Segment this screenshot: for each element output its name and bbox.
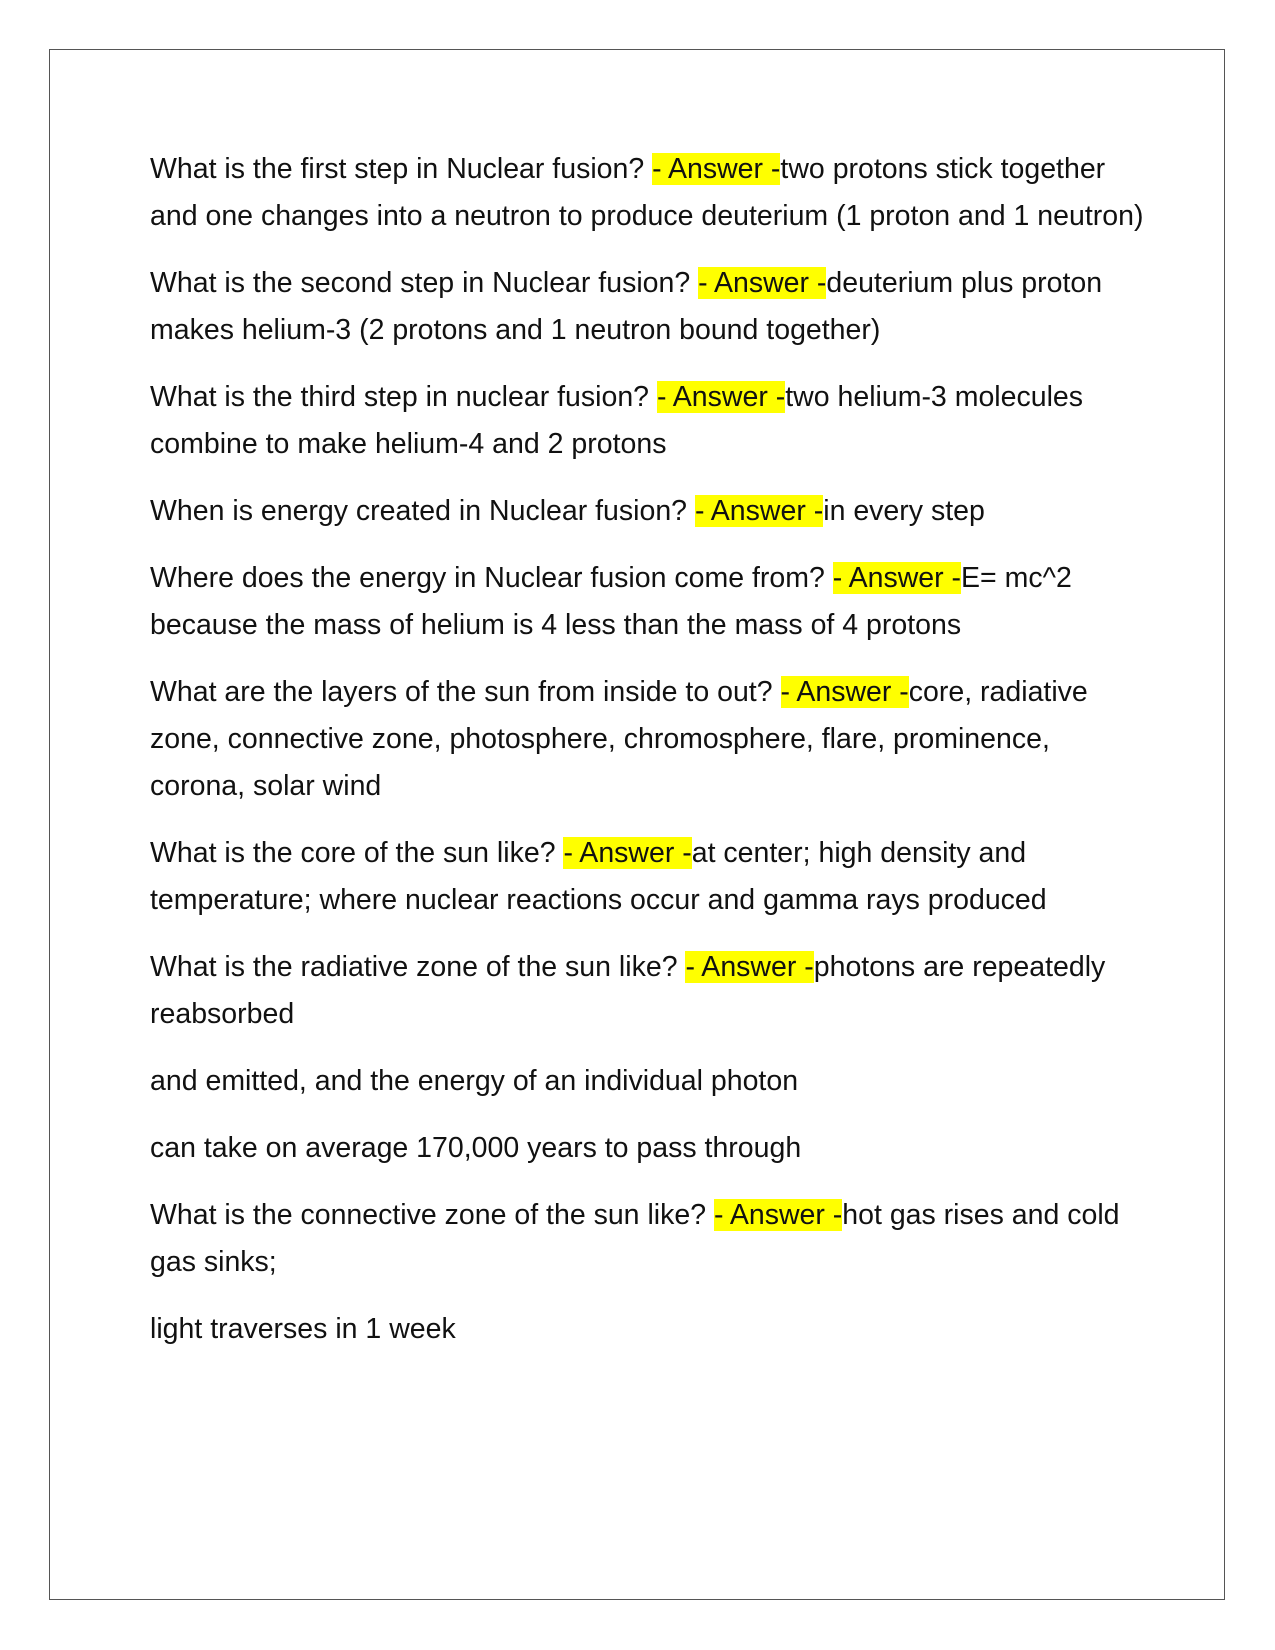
answer-text: E= mc^2 because the mass of helium is 4 less than the mass of 4 protons <box>150 562 1072 641</box>
answer-marker-highlight: - Answer - <box>656 381 786 413</box>
answer-text: at center; high density and temperature; where nuclear reactions occur and gamma rays produced <box>150 837 1047 916</box>
question-text: What is the first step in Nuclear fusion? <box>150 153 653 185</box>
answer-text: photons are repeatedly reabsorbed <box>150 951 1106 1030</box>
question-text: What is the connective zone of the sun like? <box>150 1199 714 1231</box>
question-text: What are the layers of the sun from inside to out? <box>150 676 781 708</box>
answer-marker-highlight: - Answer - <box>685 951 814 983</box>
answer-text: core, radiative zone, connective zone, photosphere, chromosphere, flare, prominence, corona, solar wind <box>150 676 1088 802</box>
qa-paragraph-sun-core <box>150 830 1150 924</box>
answer-marker-highlight: - Answer - <box>652 153 781 185</box>
question-text: When is energy created in Nuclear fusion? <box>150 495 695 527</box>
qa-paragraph-fusion-step-3 <box>150 374 1150 468</box>
answer-text: two protons stick together and one changes into a neutron to produce deuterium (1 proton and 1 neutron) <box>150 153 1144 232</box>
qa-paragraph-energy-created <box>150 488 1150 535</box>
question-text: What is the radiative zone of the sun like? <box>150 951 686 983</box>
answer-marker-highlight: - Answer - <box>714 1199 843 1231</box>
document-body <box>150 146 1150 1373</box>
continuation-paragraph: can take on average 170,000 years to pass through <box>150 1132 802 1164</box>
qa-paragraph-radiative-zone <box>150 944 1150 1038</box>
question-text: What is the third step in nuclear fusion? <box>150 381 657 413</box>
answer-text: in every step <box>823 495 985 527</box>
qa-paragraph-sun-layers <box>150 669 1150 810</box>
question-text: What is the second step in Nuclear fusion? <box>150 267 699 299</box>
answer-text: two helium-3 molecules combine to make helium-4 and 2 protons <box>150 381 1084 460</box>
answer-marker-highlight: - Answer - <box>780 676 909 708</box>
continuation-paragraph: light traverses in 1 week <box>150 1313 456 1345</box>
answer-marker-highlight: - Answer - <box>698 267 827 299</box>
answer-marker-highlight: - Answer - <box>563 837 692 869</box>
continuation-paragraph: and emitted, and the energy of an individual photon <box>150 1065 799 1097</box>
answer-text: deuterium plus proton makes helium-3 (2 protons and 1 neutron bound together) <box>150 267 1103 346</box>
qa-paragraph-energy-source <box>150 555 1150 649</box>
answer-marker-highlight: - Answer - <box>694 495 824 527</box>
question-text: What is the core of the sun like? <box>150 837 564 869</box>
question-text: Where does the energy in Nuclear fusion come from? <box>150 562 833 594</box>
answer-text: hot gas rises and cold gas sinks; <box>150 1199 1120 1278</box>
qa-paragraph-fusion-step-1 <box>150 146 1150 240</box>
answer-marker-highlight: - Answer - <box>832 562 962 594</box>
qa-paragraph-connective-zone <box>150 1192 1150 1286</box>
qa-paragraph-fusion-step-2 <box>150 260 1150 354</box>
